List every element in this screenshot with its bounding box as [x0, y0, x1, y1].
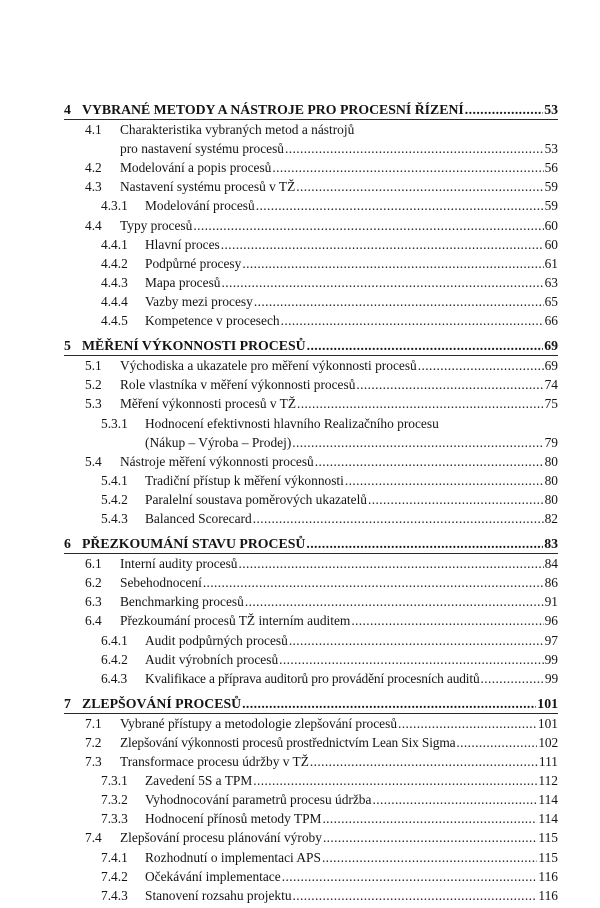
subsection-title: Rozhodnutí o implementaci APS: [145, 849, 321, 865]
section-title: Přezkoumání procesů TŽ interním auditem: [120, 613, 351, 629]
page-number: 80: [544, 491, 558, 507]
toc-section-4-1[interactable]: [64, 119, 558, 139]
chapter-title: PŘEZKOUMÁNÍ STAVU PROCESŮ: [82, 536, 306, 552]
subsection-number: 7.4.3: [101, 887, 128, 903]
toc-section-4-4[interactable]: [64, 216, 558, 235]
dot-leader: [368, 490, 544, 509]
toc-subsection-6-4-3[interactable]: [64, 669, 558, 688]
subsection-number: 5.4.3: [101, 510, 128, 526]
toc-subsection-5-4-1[interactable]: [64, 471, 558, 490]
subsection-number: 7.3.3: [101, 811, 128, 827]
toc-section-7-1[interactable]: [64, 713, 558, 733]
toc-subsection-4-4-2[interactable]: [64, 254, 558, 273]
toc-subsection-7-3-3[interactable]: [64, 809, 558, 828]
section-title: Role vlastníka v měření výkonnosti procesů: [120, 377, 356, 393]
dot-leader: [242, 694, 536, 713]
dot-leader: [256, 196, 544, 215]
page-number: 83: [544, 536, 558, 552]
section-number: 7.3: [85, 754, 102, 770]
section-title: Modelování a popis procesů: [120, 160, 272, 176]
page-number: 112: [538, 773, 558, 789]
section-title: Benchmarking procesů: [120, 594, 244, 610]
dot-leader: [285, 139, 544, 158]
section-number: 5.4: [85, 453, 102, 469]
section-number: 6.2: [85, 575, 102, 591]
toc-section-7-2[interactable]: [64, 733, 558, 752]
page-number: 59: [544, 179, 558, 195]
section-number: 6.1: [85, 556, 102, 572]
dot-leader: [297, 394, 544, 413]
toc-subsection-4-4-5[interactable]: [64, 311, 558, 330]
subsection-title: Modelování procesů: [145, 198, 255, 214]
toc-subsection-5-4-2[interactable]: [64, 490, 558, 509]
section-number: 6.4: [85, 613, 102, 629]
page-number: 99: [544, 651, 558, 667]
page-number: 96: [544, 613, 558, 629]
page-number: 115: [538, 830, 558, 846]
toc-subsection-4-4-1[interactable]: [64, 235, 558, 254]
toc-section-4-1-continued[interactable]: [64, 139, 558, 158]
toc-chapter-7[interactable]: [64, 694, 558, 713]
dot-leader: [372, 790, 537, 809]
chapter-number: 5: [64, 338, 71, 354]
dot-leader: [310, 752, 538, 771]
section-number: 4.1: [85, 122, 102, 138]
subsection-title: Hlavní proces: [145, 236, 220, 252]
subsection-title: Vyhodnocování parametrů procesu údržba: [145, 792, 372, 808]
toc-subsection-5-3-1[interactable]: [64, 414, 558, 433]
dot-leader: [351, 611, 543, 630]
toc-section-6-4[interactable]: [64, 611, 558, 630]
dot-leader: [253, 771, 537, 790]
page-number: 114: [538, 811, 558, 827]
dot-leader: [456, 733, 537, 752]
subsection-title: Kompetence v procesech: [145, 313, 280, 329]
dot-leader: [398, 714, 537, 733]
toc-subsection-7-3-1[interactable]: [64, 771, 558, 790]
toc-section-6-2[interactable]: [64, 573, 558, 592]
section-title: Zlepšování výkonnosti procesů prostřednictvím Lean Six Sigma: [120, 735, 456, 750]
subsection-number: 6.4.2: [101, 651, 128, 667]
toc-subsection-4-3-1[interactable]: [64, 196, 558, 215]
toc-section-7-3[interactable]: [64, 752, 558, 771]
page-number: 102: [538, 735, 558, 750]
section-number: 6.3: [85, 594, 102, 610]
toc-chapter-6[interactable]: [64, 534, 558, 553]
toc-section-5-4[interactable]: [64, 452, 558, 471]
toc-subsection-7-4-2[interactable]: [64, 867, 558, 886]
subsection-number: 6.4.3: [101, 670, 128, 686]
dot-leader: [245, 592, 544, 611]
section-title: Charakteristika vybraných metod a nástrojů: [120, 122, 355, 138]
subsection-number: 7.4.1: [101, 849, 128, 865]
subsection-title: Hodnocení efektivnosti hlavního Realizačního procesu: [145, 415, 439, 431]
dot-leader: [322, 809, 537, 828]
dot-leader: [418, 356, 544, 375]
dot-leader: [480, 669, 543, 688]
section-number: 7.1: [85, 715, 102, 731]
page-number: 59: [544, 198, 558, 214]
subsection-number: 5.3.1: [101, 415, 128, 431]
toc-subsection-7-3-2[interactable]: [64, 790, 558, 809]
subsection-number: 4.3.1: [101, 198, 128, 214]
subsection-number: 5.4.2: [101, 491, 128, 507]
toc-chapter-5[interactable]: [64, 336, 558, 355]
page-number: 53: [544, 141, 558, 157]
table-of-contents: [64, 100, 558, 905]
chapter-title: VYBRANÉ METODY A NÁSTROJE PRO PROCESNÍ ŘÍZENÍ: [82, 102, 464, 117]
subsection-title: Podpůrné procesy: [145, 255, 242, 271]
section-number: 4.4: [85, 217, 102, 233]
page-number: 80: [544, 453, 558, 469]
subsection-title: Tradiční přístup k měření výkonnosti: [145, 472, 344, 488]
dot-leader: [465, 100, 543, 119]
section-title: Východiska a ukazatele pro měření výkonnosti procesů: [120, 358, 417, 374]
page-number: 66: [544, 313, 558, 329]
subsection-number: 7.3.1: [101, 773, 128, 789]
page-number: 101: [537, 715, 558, 731]
section-number: 7.4: [85, 830, 102, 846]
page-number: 82: [544, 510, 558, 526]
dot-leader: [203, 573, 544, 592]
toc-section-6-3[interactable]: [64, 592, 558, 611]
section-title: Sebehodnocení: [120, 575, 202, 591]
page-number: 79: [544, 434, 558, 450]
dot-leader: [322, 848, 537, 867]
dot-leader: [282, 867, 538, 886]
toc-subsection-5-3-1-continued[interactable]: [64, 433, 558, 452]
toc-section-7-4[interactable]: [64, 828, 558, 847]
dot-leader: [221, 235, 544, 254]
dot-leader: [323, 828, 537, 847]
section-title-continued: pro nastavení systému procesů: [120, 141, 284, 157]
dot-leader: [281, 311, 544, 330]
chapter-title: ZLEPŠOVÁNÍ PROCESŮ: [82, 695, 242, 711]
dot-leader: [293, 886, 538, 905]
page-number: 99: [544, 670, 558, 686]
dot-leader: [315, 452, 544, 471]
dot-leader: [193, 216, 543, 235]
subsection-title: Audit výrobních procesů: [145, 651, 279, 667]
subsection-title: Balanced Scorecard: [145, 510, 252, 526]
subsection-title-continued: (Nákup – Výroba – Prodej): [145, 434, 292, 450]
page-number: 111: [538, 754, 558, 770]
page-number: 61: [544, 255, 558, 271]
dot-leader: [279, 650, 543, 669]
dot-leader: [253, 509, 544, 528]
section-title: Zlepšování procesu plánování výroby: [120, 830, 322, 846]
dot-leader: [356, 375, 543, 394]
toc-subsection-6-4-2[interactable]: [64, 650, 558, 669]
subsection-number: 7.4.2: [101, 868, 128, 884]
section-number: 4.3: [85, 179, 102, 195]
subsection-title: Zavedení 5S a TPM: [145, 773, 253, 789]
subsection-title: Paralelní soustava poměrových ukazatelů: [145, 491, 367, 507]
toc-subsection-5-4-3[interactable]: [64, 509, 558, 528]
subsection-number: 4.4.3: [101, 274, 128, 290]
section-number: 5.3: [85, 396, 102, 412]
toc-subsection-7-4-1[interactable]: [64, 848, 558, 867]
dot-leader: [296, 177, 543, 196]
subsection-number: 7.3.2: [101, 792, 128, 808]
page-number: 60: [544, 236, 558, 252]
section-title: Nástroje měření výkonnosti procesů: [120, 453, 314, 469]
toc-section-5-2[interactable]: [64, 375, 558, 394]
subsection-number: 6.4.1: [101, 632, 128, 648]
dot-leader: [307, 336, 544, 355]
subsection-number: 4.4.4: [101, 293, 128, 309]
toc-section-4-2[interactable]: [64, 158, 558, 177]
dot-leader: [272, 158, 543, 177]
chapter-number: 7: [64, 695, 71, 711]
subsection-title: Očekávání implementace: [145, 868, 281, 884]
section-number: 5.1: [85, 358, 102, 374]
subsection-number: 4.4.5: [101, 313, 128, 329]
page-number: 53: [544, 102, 558, 117]
page-number: 97: [544, 632, 558, 648]
dot-leader: [221, 273, 543, 292]
subsection-number: 4.4.1: [101, 236, 128, 252]
dot-leader: [254, 292, 544, 311]
dot-leader: [242, 254, 543, 273]
page-number: 65: [544, 293, 558, 309]
toc-chapter-4[interactable]: [64, 100, 558, 119]
page-number: 115: [538, 849, 558, 865]
section-title: Nastavení systému procesů v TŽ: [120, 179, 296, 195]
page-number: 69: [544, 358, 558, 374]
section-number: 7.2: [85, 735, 102, 750]
dot-leader: [292, 433, 543, 452]
page-number: 60: [544, 217, 558, 233]
page-number: 91: [544, 594, 558, 610]
subsection-title: Vazby mezi procesy: [145, 293, 253, 309]
section-title: Interní audity procesů: [120, 556, 238, 572]
subsection-title: Mapa procesů: [145, 274, 221, 290]
page-number: 101: [537, 695, 558, 711]
toc-subsection-4-4-4[interactable]: [64, 292, 558, 311]
dot-leader: [289, 631, 544, 650]
toc-section-6-1[interactable]: [64, 553, 558, 573]
section-title: Vybrané přístupy a metodologie zlepšování procesů: [120, 715, 398, 731]
section-title: Měření výkonnosti procesů v TŽ: [120, 396, 297, 412]
subsection-title: Kvalifikace a příprava auditorů pro provádění procesních auditů: [145, 670, 480, 686]
page-number: 114: [538, 792, 558, 808]
dot-leader: [306, 534, 543, 553]
chapter-number: 6: [64, 536, 71, 552]
subsection-title: Hodnocení přínosů metody TPM: [145, 811, 322, 827]
page-number: 86: [544, 575, 558, 591]
chapter-number: 4: [64, 102, 71, 117]
page-number: 75: [544, 396, 558, 412]
chapter-title: MĚŘENÍ VÝKONNOSTI PROCESŮ: [82, 338, 306, 354]
section-number: 5.2: [85, 377, 102, 393]
dot-leader: [239, 554, 544, 573]
page-number: 63: [544, 274, 558, 290]
toc-subsection-4-4-3[interactable]: [64, 273, 558, 292]
subsection-number: 4.4.2: [101, 255, 128, 271]
page-number: 116: [538, 887, 558, 903]
toc-subsection-6-4-1[interactable]: [64, 631, 558, 650]
subsection-title: Audit podpůrných procesů: [145, 632, 288, 648]
section-number: 4.2: [85, 160, 102, 176]
toc-section-5-3[interactable]: [64, 394, 558, 413]
section-title: Typy procesů: [120, 217, 193, 233]
page-number: 56: [544, 160, 558, 176]
subsection-number: 5.4.1: [101, 472, 128, 488]
toc-subsection-7-4-3[interactable]: [64, 886, 558, 905]
page-number: 84: [544, 556, 558, 572]
section-title: Transformace procesu údržby v TŽ: [120, 754, 309, 770]
subsection-title: Stanovení rozsahu projektu: [145, 887, 292, 903]
page-number: 69: [544, 338, 558, 354]
page-number: 74: [544, 377, 558, 393]
page-number: 80: [544, 472, 558, 488]
page-number: 116: [538, 868, 558, 884]
toc-section-4-3[interactable]: [64, 177, 558, 196]
toc-section-5-1[interactable]: [64, 355, 558, 375]
dot-leader: [345, 471, 544, 490]
